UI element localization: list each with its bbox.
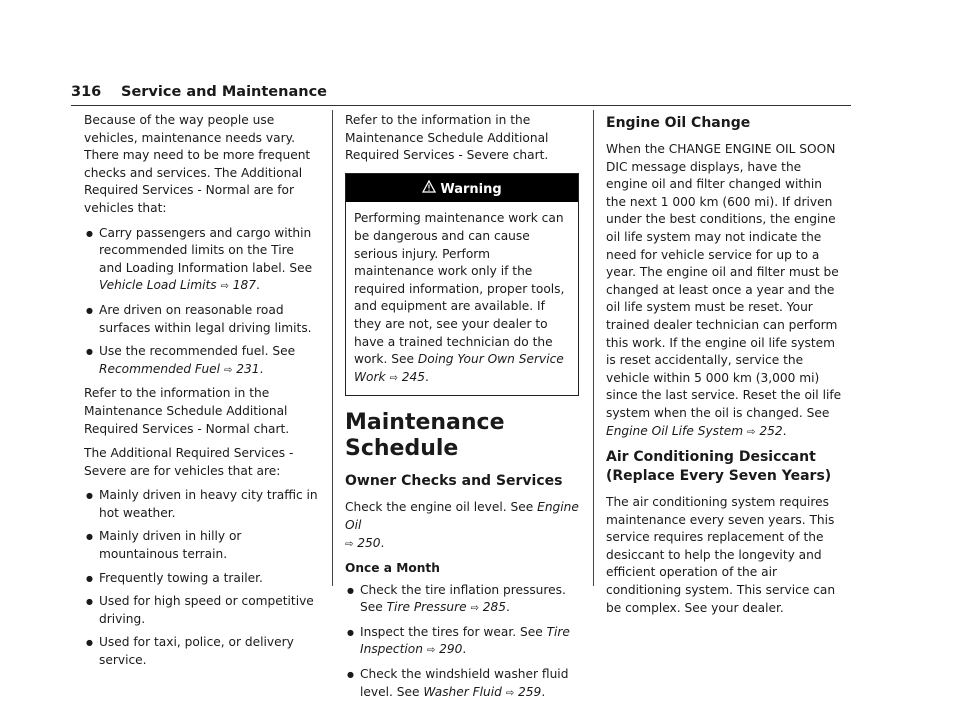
warning-title: Warning: [440, 181, 502, 197]
cross-ref-link[interactable]: Recommended Fuel: [99, 361, 221, 376]
paragraph: The Additional Required Services - Severe are for vehicles that are:: [84, 446, 294, 478]
cross-ref-link[interactable]: Tire Pressure: [386, 600, 467, 615]
page-number: 316: [71, 84, 102, 100]
severe-list: [84, 487, 320, 669]
warning-triangle-icon: [422, 180, 436, 199]
list-item: ● Use the recommended fuel. See Recommended Fuel ⇨ 231.: [84, 343, 320, 379]
warning-body: Performing maintenance work can be dangerous and can cause serious injury. Perform maintenance work only if the required information, proper tools, and equipment are available. If they are not, see your dealer to have a trained technician do the work. See Doing Your Own Service Work ⇨ 245.: [354, 211, 565, 384]
page-ref-arrow-icon: ⇨: [747, 426, 756, 438]
cross-ref-link[interactable]: Tire Inspection: [360, 624, 570, 657]
page-ref-arrow-icon: ⇨: [470, 603, 479, 615]
page-ref-arrow-icon: ⇨: [426, 645, 436, 657]
list-item: ● Carry passengers and cargo within recommended limits on the Tire and Loading Information label. See Vehicle Load Limits ⇨ 187.: [84, 225, 320, 296]
cross-ref-link[interactable]: Washer Fluid: [423, 684, 502, 699]
list-item: ● Frequently towing a trailer.: [84, 570, 320, 588]
section-heading: Maintenance Schedule: [345, 410, 505, 462]
subsection-heading: Engine Oil Change: [606, 115, 751, 131]
page-ref[interactable]: 245: [401, 369, 425, 384]
page-ref[interactable]: 252: [759, 423, 783, 438]
column-divider: [593, 110, 594, 586]
paragraph: When the CHANGE ENGINE OIL SOON DIC message displays, have the engine oil and filter changed within the next 1 000 km (600 mi). If driven under the best conditions, the engine oil life system may not indicate the need for vehicle service for up to a year. The engine oil and filter must be changed at least once a year and the oil life system must be reset. Your trained dealer technician can perform this work. If the engine oil life system is reset accidentally, service the vehicle within 5 000 km (3,000 mi) since the last service. Reset the oil life system when the oil is changed. See Engine Oil Life System ⇨ 252.: [606, 142, 842, 438]
column-3: [606, 112, 842, 624]
page-ref-arrow-icon: ⇨: [220, 281, 229, 293]
page-ref[interactable]: 285: [482, 600, 507, 615]
subsection-heading: Owner Checks and Services: [345, 473, 563, 490]
cross-ref-link[interactable]: Engine Oil Life System: [606, 423, 744, 438]
section-title: Service and Maintenance: [121, 84, 327, 100]
column-divider: [332, 110, 333, 586]
paragraph: Check the engine oil level. See Engine Oil ⇨ 250.: [345, 500, 579, 550]
column-1: [84, 112, 320, 676]
cross-ref-link[interactable]: Engine Oil: [345, 500, 579, 532]
list-item: ● Inspect the tires for wear. See Tire Inspection ⇨ 290.: [345, 624, 579, 660]
once-a-month-heading: Once a Month: [345, 561, 440, 576]
warning-header: [346, 174, 578, 203]
paragraph: Refer to the information in the Maintenance Schedule Additional Required Services - Severe chart.: [345, 113, 549, 163]
page-ref[interactable]: 250: [357, 535, 381, 550]
paragraph: The air conditioning system requires maintenance every seven years. This service requires replacement of the desiccant to help the longevity and efficient operation of the air conditioning system. This service can be complex. See your dealer.: [606, 495, 836, 615]
page-ref-arrow-icon: ⇨: [505, 687, 515, 699]
monthly-list: [345, 582, 579, 703]
page-ref-arrow-icon: ⇨: [389, 372, 398, 384]
intro-paragraph: Because of the way people use vehicles, maintenance needs vary. There may need to be more frequent checks and services. The Additional Required Services - Normal are for vehicles that:: [84, 113, 311, 215]
list-item: ● Check the windshield washer fluid level. See Washer Fluid ⇨ 259.: [345, 666, 579, 702]
list-item: ● Used for taxi, police, or delivery service.: [84, 634, 320, 669]
page-ref[interactable]: 290: [439, 642, 463, 657]
paragraph: Refer to the information in the Maintenance Schedule Additional Required Services - Normal chart.: [84, 386, 290, 436]
list-item: ● Mainly driven in heavy city traffic in hot weather.: [84, 487, 320, 522]
page-ref-arrow-icon: ⇨: [223, 364, 233, 376]
page-ref[interactable]: 259: [518, 684, 542, 699]
cross-ref-link[interactable]: Vehicle Load Limits: [99, 278, 217, 293]
page-ref-arrow-icon: ⇨: [345, 538, 354, 550]
list-item: ● Mainly driven in hilly or mountainous terrain.: [84, 528, 320, 563]
column-2: [345, 112, 579, 708]
page-ref[interactable]: 187: [232, 278, 256, 293]
cross-ref-link[interactable]: Doing Your Own Service Work: [354, 352, 564, 384]
list-item: ● Check the tire inflation pressures. See Tire Pressure ⇨ 285.: [345, 582, 579, 618]
warning-box: [345, 173, 579, 397]
list-item: ● Are driven on reasonable road surfaces within legal driving limits.: [84, 302, 320, 337]
subsection-heading: Air Conditioning Desiccant (Replace Every Seven Years): [606, 449, 832, 485]
list-item: ● Used for high speed or competitive driving.: [84, 593, 320, 628]
header-rule: [71, 105, 851, 106]
normal-list: [84, 225, 320, 380]
page-header: [71, 84, 327, 100]
page-ref[interactable]: 231: [236, 361, 260, 376]
